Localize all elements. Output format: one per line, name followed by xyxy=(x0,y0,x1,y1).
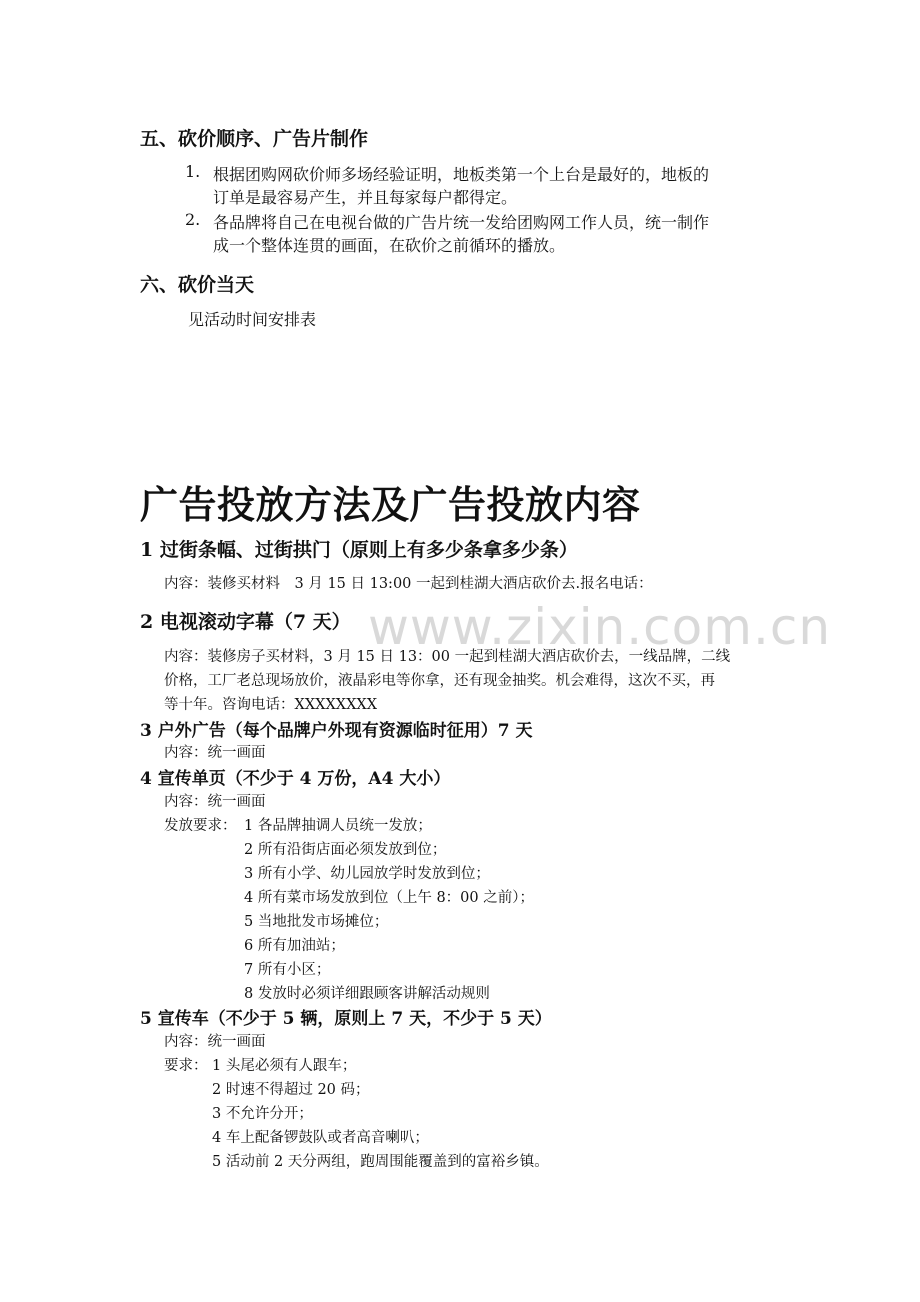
requirement-item: 4 所有菜市场发放到位（上午 8：00 之前）； xyxy=(244,890,534,906)
section-text: 见活动时间安排表 xyxy=(188,310,317,329)
requirement-item: 8 发放时必须详细跟顾客讲解活动规则 xyxy=(244,986,490,1002)
requirement-item: 6 所有加油站； xyxy=(244,938,345,954)
requirement-item: 3 不允许分开； xyxy=(212,1106,313,1122)
section-heading-6: 六、砍价当天 xyxy=(140,274,255,296)
list-item-text: 订单是最容易产生，并且每家每户都得定。 xyxy=(213,188,518,207)
item-heading-2: 2 电视滚动字幕（7 天） xyxy=(140,611,351,633)
item-content: 价格，工厂老总现场放价，液晶彩电等你拿，还有现金抽奖。机会难得，这次不买，再 xyxy=(164,673,715,689)
requirement-item: 2 时速不得超过 20 码； xyxy=(212,1082,370,1098)
item-heading-1: 1 过街条幅、过街拱门（原则上有多少条拿多少条） xyxy=(140,539,578,561)
item-heading-4: 4 宣传单页（不少于 4 万份，A4 大小） xyxy=(140,769,451,789)
item-content: 内容：统一画面 xyxy=(164,1034,266,1050)
list-item-text: 成一个整体连贯的画面，在砍价之前循环的播放。 xyxy=(213,236,566,255)
watermark: www.zixin.com.cn xyxy=(368,598,832,656)
requirement-item: 5 当地批发市场摊位； xyxy=(244,914,389,930)
item-content: 内容：装修房子买材料，3 月 15 日 13：00 一起到桂湖大酒店砍价去，一线品牌，二线 xyxy=(164,649,731,665)
list-item-text: 各品牌将自己在电视台做的广告片统一发给团购网工作人员，统一制作 xyxy=(213,213,710,232)
requirement-item: 2 所有沿街店面必须发放到位； xyxy=(244,842,447,858)
item-content: 内容：装修买材料 3 月 15 日 13:00 一起到桂湖大酒店砍价去.报名电话： xyxy=(164,576,653,592)
requirement-item: 1 头尾必须有人跟车； xyxy=(212,1058,357,1074)
requirement-item: 4 车上配备锣鼓队或者高音喇叭； xyxy=(212,1130,429,1146)
list-item-text: 根据团购网砍价师多场经验证明，地板类第一个上台是最好的，地板的 xyxy=(213,165,710,184)
requirement-label: 发放要求： xyxy=(164,818,237,834)
item-heading-5: 5 宣传车（不少于 5 辆，原则上 7 天，不少于 5 天） xyxy=(140,1009,552,1029)
list-number: 2. xyxy=(185,210,201,229)
item-heading-3: 3 户外广告（每个品牌户外现有资源临时征用）7 天 xyxy=(140,721,533,741)
main-title: 广告投放方法及广告投放内容 xyxy=(140,483,641,527)
item-content: 等十年。咨询电话：XXXXXXXX xyxy=(164,697,378,713)
list-number: 1. xyxy=(185,162,201,181)
requirement-item: 7 所有小区； xyxy=(244,962,331,978)
requirement-item: 1 各品牌抽调人员统一发放； xyxy=(244,818,432,834)
requirement-label: 要求： xyxy=(164,1058,208,1074)
item-content: 内容：统一画面 xyxy=(164,745,266,761)
requirement-item: 3 所有小学、幼儿园放学时发放到位； xyxy=(244,866,490,882)
item-content: 内容：统一画面 xyxy=(164,794,266,810)
section-heading-5: 五、砍价顺序、广告片制作 xyxy=(140,128,369,150)
requirement-item: 5 活动前 2 天分两组，跑周围能覆盖到的富裕乡镇。 xyxy=(212,1154,549,1170)
